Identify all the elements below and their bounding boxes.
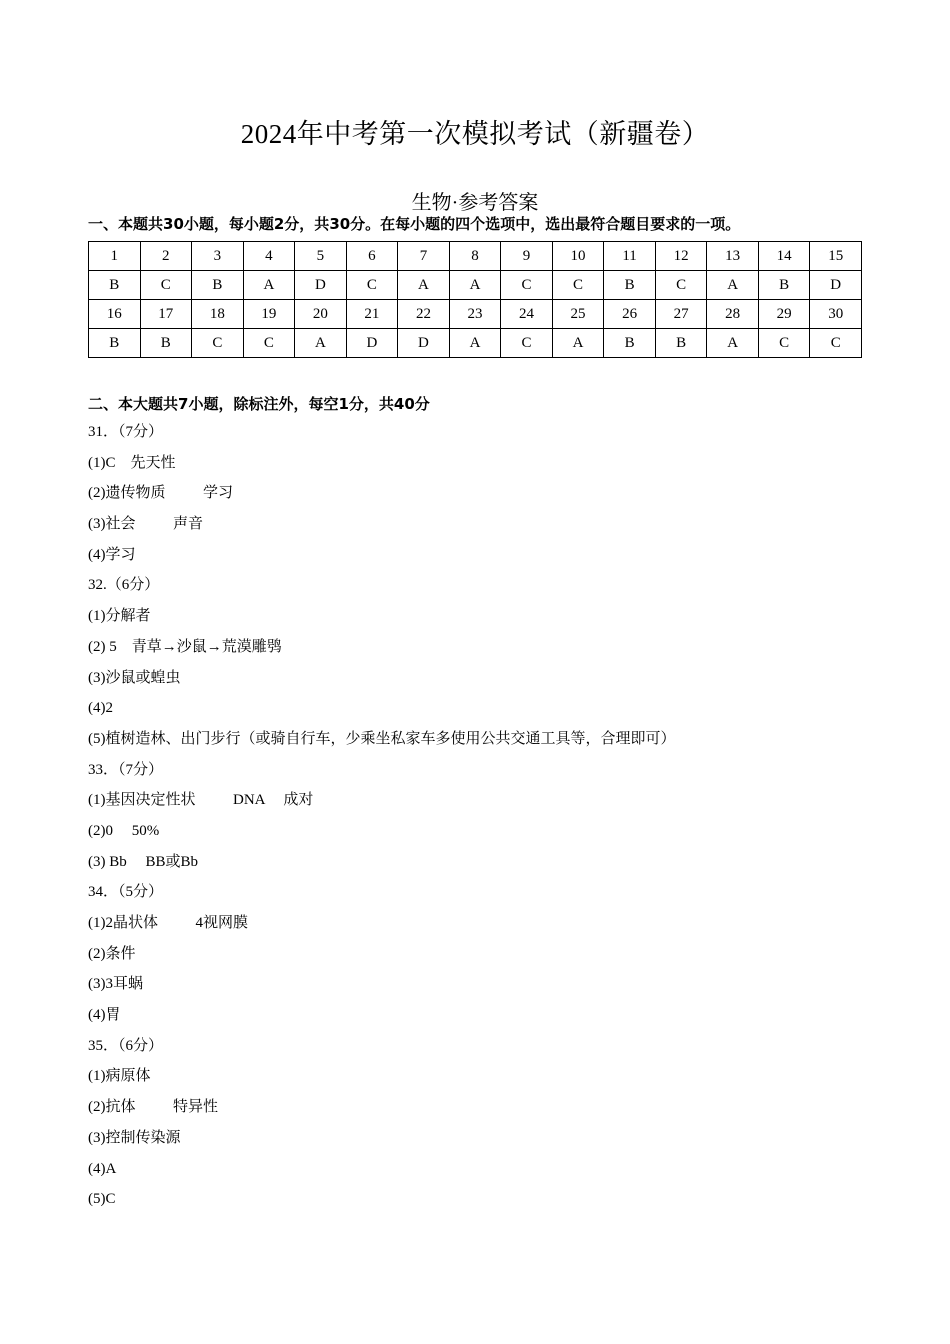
answer-row: [89, 329, 862, 358]
answer-cell: D: [295, 271, 347, 300]
answer-line: (3)社会 声音: [88, 516, 203, 533]
answer-cell: C: [192, 329, 244, 358]
question-number-cell: 3: [192, 242, 244, 271]
answer-cell: B: [604, 271, 656, 300]
answer-line: (1)2晶状体 4视网膜: [88, 915, 248, 931]
answer-line: (1)C 先天性: [88, 454, 176, 471]
answer-row: [89, 271, 862, 300]
section-two-heading: 二、本大题共7小题，除标注外，每空1分，共40分: [88, 395, 430, 413]
question-number-cell: 22: [398, 300, 450, 329]
question-number-cell: 4: [243, 242, 295, 271]
answer-line: (2) 5 青草→沙鼠→荒漠雕鸮: [88, 638, 282, 655]
question-number-cell: 20: [295, 300, 347, 329]
answer-cell: C: [501, 329, 553, 358]
answer-cell: A: [449, 329, 501, 358]
answer-line: 33．（7分）: [88, 761, 164, 778]
page-subtitle: 生物·参考答案: [411, 192, 539, 214]
answer-line: (1)基因决定性状 DNA 成对: [88, 792, 314, 809]
answer-table: [88, 241, 862, 358]
question-number-cell: 24: [501, 300, 553, 329]
question-number-cell: 12: [655, 242, 707, 271]
answer-cell: B: [655, 329, 707, 358]
question-number-cell: 14: [758, 242, 810, 271]
answer-line: (3)沙鼠或蝗虫: [88, 669, 181, 686]
answer-line: (3) Bb BB或Bb: [88, 853, 199, 870]
answer-cell: C: [655, 271, 707, 300]
answer-cell: B: [140, 329, 192, 358]
question-number-row: [89, 242, 862, 271]
question-number-cell: 10: [552, 242, 604, 271]
answer-cell: D: [346, 329, 398, 358]
answer-cell: D: [398, 329, 450, 358]
question-number-cell: 16: [89, 300, 141, 329]
answer-lines: [88, 421, 676, 1219]
answer-line: (3)3耳蜗: [88, 976, 143, 993]
answer-line: 35．（6分）: [88, 1037, 164, 1054]
answer-cell: C: [501, 271, 553, 300]
answer-line: (4)胃: [88, 1007, 121, 1024]
question-number-cell: 21: [346, 300, 398, 329]
question-number-cell: 8: [449, 242, 501, 271]
question-number-cell: 1: [89, 242, 141, 271]
answer-cell: C: [346, 271, 398, 300]
question-number-cell: 26: [604, 300, 656, 329]
question-number-cell: 25: [552, 300, 604, 329]
question-number-cell: 23: [449, 300, 501, 329]
answer-line: (1)分解者: [88, 608, 151, 625]
answer-line: (2)抗体 特异性: [88, 1099, 218, 1116]
question-number-cell: 5: [295, 242, 347, 271]
answer-cell: B: [192, 271, 244, 300]
answer-cell: D: [810, 271, 862, 300]
answer-cell: A: [707, 329, 759, 358]
question-number-cell: 17: [140, 300, 192, 329]
section-one-heading: 一、本题共30小题，每小题2分，共30分。在每小题的四个选项中，选出最符合题目要求的一项。: [88, 215, 741, 233]
question-number-cell: 30: [810, 300, 862, 329]
answer-cell: B: [89, 271, 141, 300]
answer-cell: B: [758, 271, 810, 300]
answer-cell: A: [552, 329, 604, 358]
answer-cell: A: [295, 329, 347, 358]
answer-cell: A: [243, 271, 295, 300]
answer-line: (5)植树造林、出门步行（或骑自行车，少乘坐私家车多使用公共交通工具等，合理即可）: [88, 730, 676, 747]
answer-cell: C: [243, 329, 295, 358]
answer-line: (2)条件: [88, 945, 136, 962]
question-number-cell: 28: [707, 300, 759, 329]
question-number-cell: 18: [192, 300, 244, 329]
answer-line: (4)2: [88, 700, 113, 717]
question-number-cell: 29: [758, 300, 810, 329]
answer-cell: C: [552, 271, 604, 300]
question-number-cell: 6: [346, 242, 398, 271]
question-number-cell: 15: [810, 242, 862, 271]
answer-line: 34．（5分）: [88, 884, 164, 901]
answer-line: (4)A: [88, 1160, 117, 1177]
answer-cell: A: [398, 271, 450, 300]
question-number-cell: 9: [501, 242, 553, 271]
answer-cell: C: [140, 271, 192, 300]
answer-cell: C: [758, 329, 810, 358]
question-number-cell: 7: [398, 242, 450, 271]
answer-cell: C: [810, 329, 862, 358]
question-number-cell: 19: [243, 300, 295, 329]
answer-cell: B: [89, 329, 141, 358]
page-title: 2024年中考第一次模拟考试（新疆卷）: [240, 119, 710, 149]
answer-line: (3)控制传染源: [88, 1129, 181, 1146]
answer-line: (5)C: [88, 1191, 116, 1208]
answer-cell: B: [604, 329, 656, 358]
question-number-cell: 2: [140, 242, 192, 271]
answer-cell: A: [707, 271, 759, 300]
answer-cell: A: [449, 271, 501, 300]
question-number-row: [89, 300, 862, 329]
answer-line: 31．（7分）: [88, 424, 164, 440]
answer-line: (1)病原体: [88, 1068, 151, 1085]
answer-line: 32.（6分）: [88, 577, 160, 594]
question-number-cell: 11: [604, 242, 656, 271]
question-number-cell: 27: [655, 300, 707, 329]
answer-line: (4)学习: [88, 546, 136, 563]
answer-line: (2)遗传物质 学习: [88, 485, 233, 502]
answer-line: (2)0 50%: [88, 822, 160, 839]
question-number-cell: 13: [707, 242, 759, 271]
